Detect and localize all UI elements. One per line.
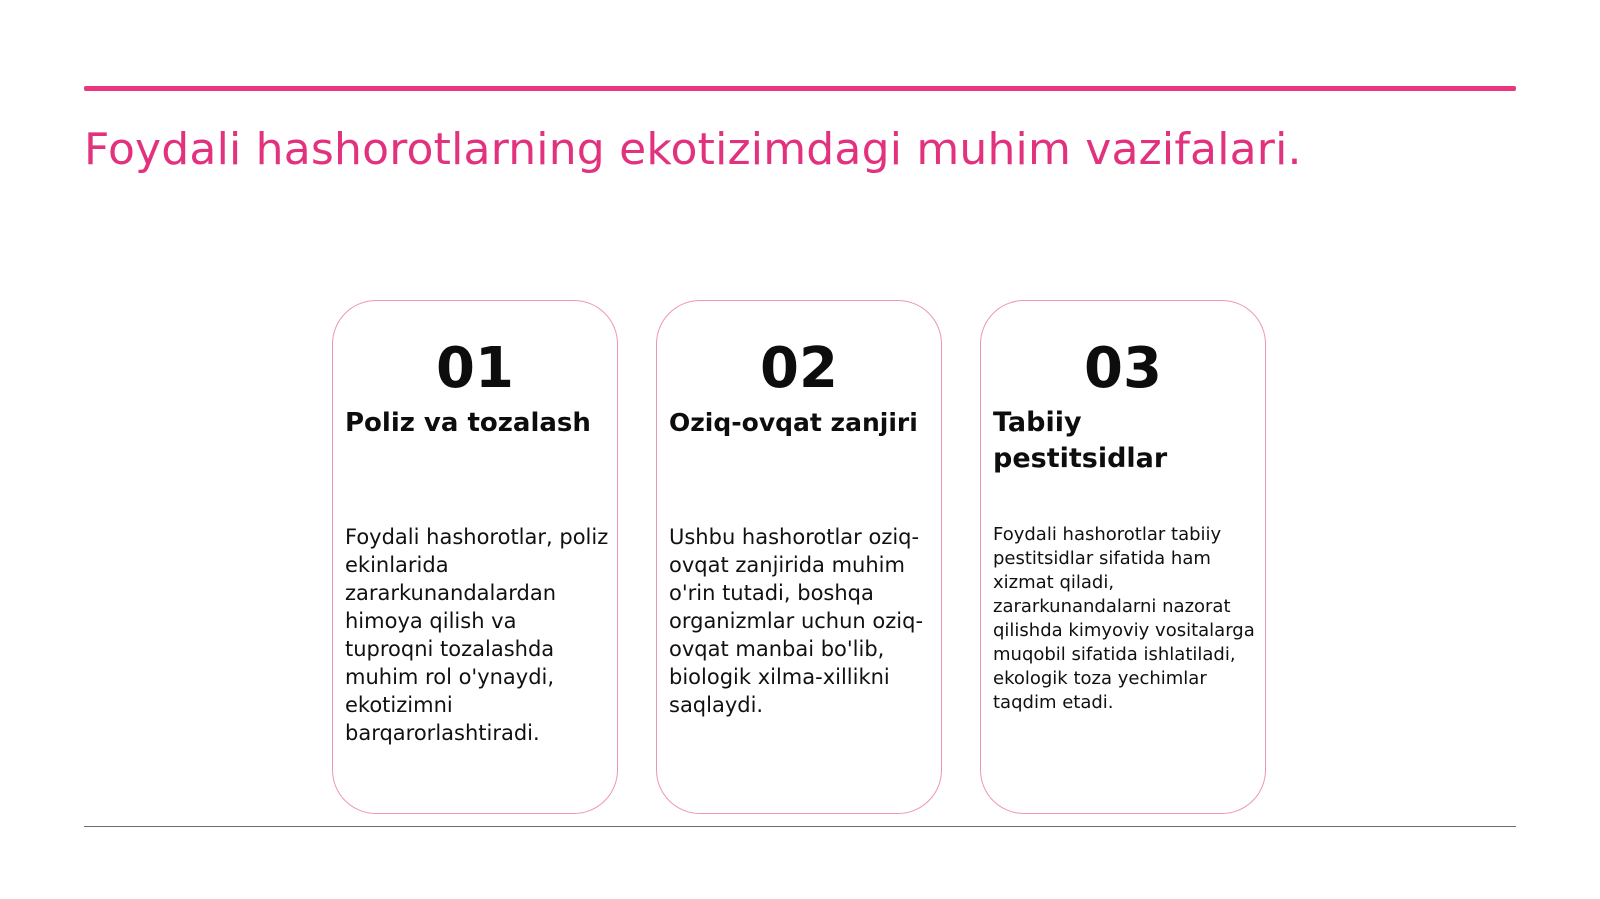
card-heading: Oziq-ovqat zanjiri bbox=[669, 408, 918, 437]
cards-row bbox=[332, 300, 1268, 816]
card-number: 01 bbox=[436, 336, 514, 401]
card-03 bbox=[980, 300, 1266, 814]
card-number: 03 bbox=[1084, 336, 1162, 401]
footer-divider bbox=[84, 826, 1516, 827]
card-02 bbox=[656, 300, 942, 814]
slide-title: Foydali hashorotlarning ekotizimdagi muhim vazifalari. bbox=[84, 124, 1302, 175]
card-body: Foydali hashorotlar tabiiy pestitsidlar sifatida ham xizmat qiladi, zararkunandalarni nazorat qilishda kimyoviy vositalarga muqobil sifatida ishlatiladi, ekologik toza yechimlar taqdim etadi. bbox=[993, 524, 1255, 713]
card-body: Foydali hashorotlar, poliz ekinlarida zararkunandalardan himoya qilish va tuproqni tozalashda muhim rol o'ynaydi, ekotizimni barqarorlashtiradi. bbox=[345, 525, 609, 745]
card-heading: Tabiiy pestitsidlar bbox=[993, 407, 1168, 474]
title-accent-line bbox=[84, 86, 1516, 91]
card-body: Ushbu hashorotlar oziq-ovqat zanjirida muhim o'rin tutadi, boshqa organizmlar uchun oziq-ovqat manbai bo'lib, biologik xilma-xillikni saqlaydi. bbox=[669, 525, 924, 717]
card-01 bbox=[332, 300, 618, 814]
card-number: 02 bbox=[760, 336, 838, 401]
card-heading: Poliz va tozalash bbox=[345, 408, 591, 438]
